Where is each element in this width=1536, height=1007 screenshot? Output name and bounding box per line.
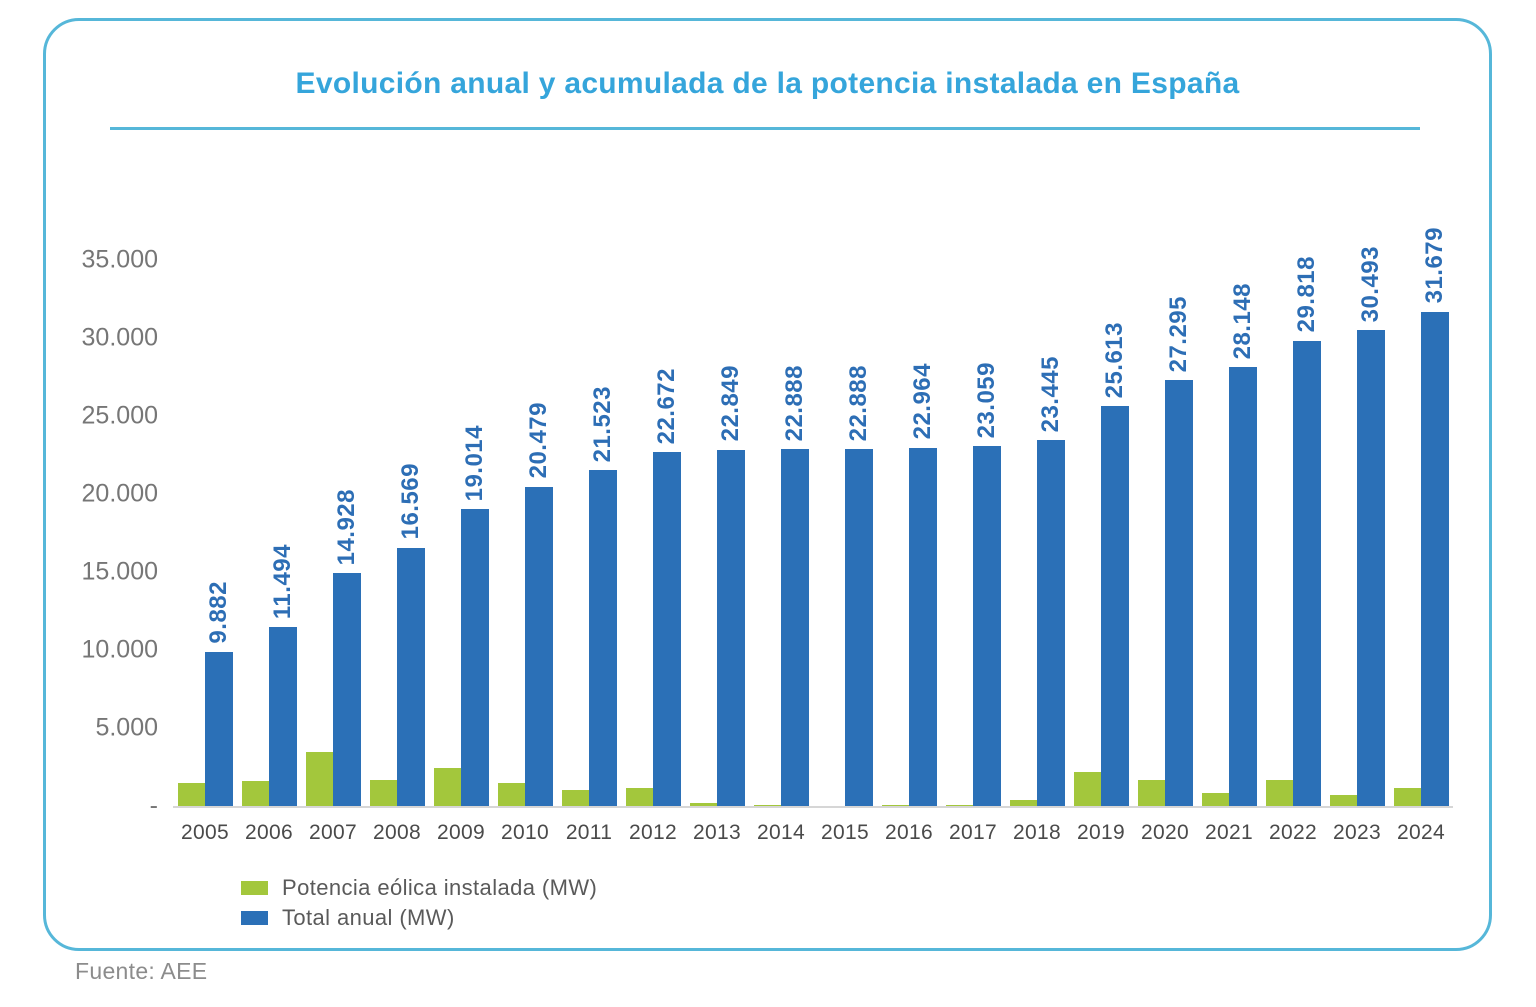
cumulative-total-bar-wrap [588, 385, 617, 806]
cumulative-total-bar [461, 509, 489, 806]
bar-pair [877, 260, 941, 806]
wind-installed-bar [306, 752, 333, 806]
wind-installed-bar [562, 790, 589, 806]
cumulative-total-bar [1357, 330, 1385, 806]
legend [241, 873, 597, 933]
wind-legend-swatch [241, 881, 268, 895]
y-axis-label: - [149, 791, 158, 820]
year-label: 2009 [437, 821, 485, 844]
year-label: 2017 [949, 821, 997, 844]
chart-card [43, 18, 1492, 951]
wind-installed-bar [1202, 793, 1229, 806]
cumulative-total-bar-wrap [1100, 322, 1129, 806]
cumulative-total-bar [589, 470, 617, 806]
bar-value-label: 23.445 [1036, 355, 1064, 433]
year-label: 2007 [309, 821, 357, 844]
bar-group [813, 260, 877, 844]
cumulative-total-bar-wrap [204, 581, 233, 806]
year-label: 2005 [181, 821, 229, 844]
wind-installed-bar [1394, 788, 1421, 807]
year-label: 2015 [821, 821, 869, 844]
cumulative-total-bar-wrap [1164, 295, 1193, 806]
bar-pair [1005, 260, 1069, 806]
year-label: 2006 [245, 821, 293, 844]
bar-group [237, 260, 301, 844]
bar-value-label: 22.888 [844, 364, 872, 441]
cumulative-total-bar-wrap [972, 361, 1001, 806]
chart-title: Evolución anual y acumulada de la potencia instalada en España [295, 67, 1240, 100]
cumulative-total-bar [1165, 380, 1193, 806]
year-label: 2008 [373, 821, 421, 844]
year-label: 2014 [757, 821, 805, 844]
bar-group [173, 260, 237, 844]
bar-pair [173, 260, 237, 806]
bar-value-label: 31.679 [1420, 227, 1448, 304]
x-axis-line [173, 806, 1453, 808]
year-label: 2010 [501, 821, 549, 844]
wind-installed-bar [498, 783, 525, 806]
bar-pair [1133, 260, 1197, 806]
year-label: 2024 [1397, 821, 1445, 844]
bar-pair [237, 260, 301, 806]
wind-installed-bar [242, 781, 269, 806]
wind-installed-bar [1330, 795, 1357, 806]
bar-group [1197, 260, 1261, 844]
bar-group [1325, 245, 1389, 844]
bar-value-label: 14.928 [332, 488, 360, 566]
bar-pair [429, 260, 493, 806]
total-legend-swatch [241, 911, 268, 925]
y-axis-label: 25.000 [81, 401, 158, 430]
cumulative-total-bar-wrap [1420, 227, 1449, 806]
bar-group [365, 260, 429, 844]
bar-groups [173, 227, 1453, 844]
cumulative-total-bar-wrap [332, 488, 361, 806]
cumulative-total-bar [1293, 341, 1321, 806]
bar-group [1261, 256, 1325, 844]
bar-pair [621, 260, 685, 806]
bar-group [1069, 260, 1133, 844]
bar-pair [1389, 227, 1453, 806]
bar-group [493, 260, 557, 844]
cumulative-total-bar [653, 452, 681, 806]
plot-area [173, 227, 1453, 844]
cumulative-total-bar-wrap [908, 363, 937, 806]
y-axis-label: 20.000 [81, 479, 158, 508]
bar-group [685, 260, 749, 844]
bar-pair [365, 260, 429, 806]
bar-group [621, 260, 685, 844]
cumulative-total-bar [269, 627, 297, 806]
cumulative-total-bar [909, 448, 937, 806]
bar-value-label: 21.523 [588, 385, 616, 463]
cumulative-total-bar-wrap [716, 365, 745, 806]
cumulative-total-bar-wrap [268, 543, 297, 806]
cumulative-total-bar [973, 446, 1001, 806]
cumulative-total-bar [333, 573, 361, 806]
bar-pair [1261, 256, 1325, 806]
bar-pair [941, 260, 1005, 806]
cumulative-total-bar [845, 449, 873, 806]
total-legend-label: Total anual (MW) [282, 905, 455, 930]
bar-pair [301, 260, 365, 806]
cumulative-total-bar-wrap [1036, 355, 1065, 806]
cumulative-total-bar [1037, 440, 1065, 806]
cumulative-total-bar-wrap [844, 364, 873, 806]
year-label: 2020 [1141, 821, 1189, 844]
bar-value-label: 28.148 [1228, 282, 1256, 359]
wind-installed-bar [1074, 772, 1101, 806]
cumulative-total-bar [1229, 367, 1257, 806]
bar-value-label: 25.613 [1100, 322, 1128, 399]
y-axis-label: 15.000 [81, 557, 158, 586]
cumulative-total-bar [781, 449, 809, 806]
bar-group [749, 260, 813, 844]
year-label: 2016 [885, 821, 933, 844]
cumulative-total-bar-wrap [1356, 245, 1385, 806]
cumulative-total-bar-wrap [524, 402, 553, 806]
y-axis-label: 5.000 [95, 713, 158, 742]
bar-value-label: 30.493 [1356, 245, 1384, 323]
wind-installed-bar [434, 768, 461, 806]
bar-pair [1325, 245, 1389, 806]
cumulative-total-bar-wrap [460, 424, 489, 806]
wind-installed-bar [626, 788, 653, 806]
bar-value-label: 11.494 [268, 543, 296, 619]
wind-installed-bar [178, 783, 205, 806]
bar-pair [749, 260, 813, 806]
cumulative-total-bar [1101, 406, 1129, 806]
wind-installed-bar [370, 780, 397, 806]
bar-value-label: 23.059 [972, 361, 1000, 439]
bar-group [301, 260, 365, 844]
y-axis-label: 10.000 [81, 635, 158, 664]
bar-pair [557, 260, 621, 806]
year-label: 2022 [1269, 821, 1317, 844]
title-underline [110, 127, 1420, 130]
bar-value-label: 16.569 [396, 463, 424, 540]
cumulative-total-bar-wrap [652, 367, 681, 806]
year-label: 2018 [1013, 821, 1061, 844]
bar-pair [1069, 260, 1133, 806]
cumulative-total-bar-wrap [1228, 282, 1257, 806]
cumulative-total-bar [397, 548, 425, 806]
source-note: Fuente: AEE [75, 958, 208, 984]
y-axis-label: 35.000 [81, 245, 158, 274]
bar-pair [493, 260, 557, 806]
bar-value-label: 29.818 [1292, 256, 1320, 333]
year-label: 2011 [565, 821, 613, 844]
cumulative-total-bar [1421, 312, 1449, 806]
legend-item-wind [241, 873, 597, 903]
cumulative-total-bar [717, 450, 745, 806]
cumulative-total-bar [205, 652, 233, 806]
wind-installed-bar [1138, 780, 1165, 806]
cumulative-total-bar-wrap [780, 364, 809, 806]
year-label: 2012 [629, 821, 677, 844]
bar-pair [1197, 260, 1261, 806]
y-axis-label: 30.000 [81, 323, 158, 352]
bar-value-label: 22.672 [652, 367, 680, 445]
legend-item-total [241, 903, 597, 933]
bar-pair [813, 260, 877, 806]
bar-value-label: 27.295 [1164, 295, 1192, 373]
bar-group [1005, 260, 1069, 844]
bar-group [429, 260, 493, 844]
bar-group [877, 260, 941, 844]
bar-value-label: 22.888 [780, 364, 808, 441]
cumulative-total-bar-wrap [1292, 256, 1321, 806]
bar-value-label: 22.964 [908, 363, 936, 440]
bar-group [557, 260, 621, 844]
bar-pair [685, 260, 749, 806]
bar-value-label: 19.014 [460, 424, 488, 502]
bar-value-label: 9.882 [204, 581, 232, 644]
wind-legend-label: Potencia eólica instalada (MW) [282, 875, 598, 900]
cumulative-total-bar [525, 487, 553, 806]
bar-group [1389, 227, 1453, 844]
year-label: 2021 [1205, 821, 1253, 844]
bar-value-label: 20.479 [524, 402, 552, 479]
bar-value-label: 22.849 [716, 365, 744, 442]
year-label: 2023 [1333, 821, 1381, 844]
bar-group [941, 260, 1005, 844]
wind-installed-bar [1266, 780, 1293, 806]
year-label: 2013 [693, 821, 741, 844]
cumulative-total-bar-wrap [396, 463, 425, 806]
bar-group [1133, 260, 1197, 844]
year-label: 2019 [1077, 821, 1125, 844]
